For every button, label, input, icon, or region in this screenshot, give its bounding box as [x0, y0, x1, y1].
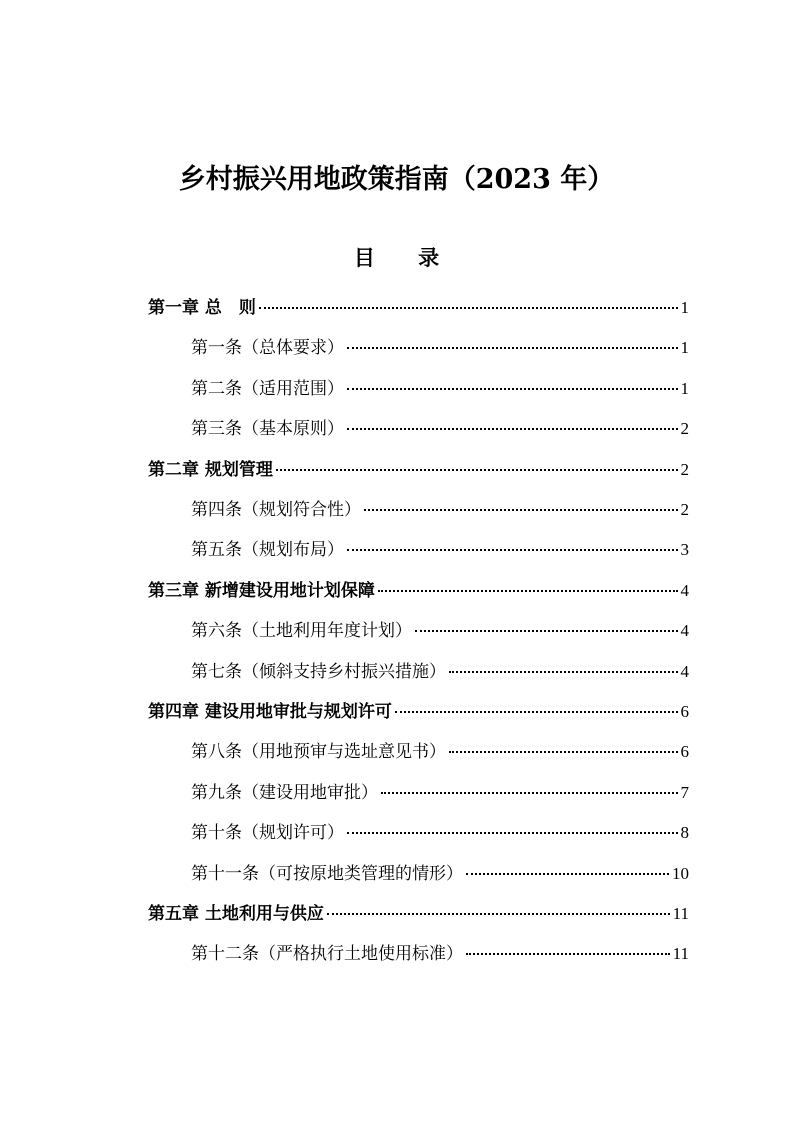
toc-entry-label: 第五章 土地利用与供应 [148, 904, 324, 924]
toc-dot-leader [449, 671, 678, 673]
toc-article-entry[interactable] [191, 859, 689, 889]
toc-article-entry[interactable] [191, 657, 689, 687]
toc-chapter-entry[interactable] [148, 697, 689, 727]
toc-entry-label: 第四条（规划符合性） [191, 500, 361, 520]
toc-entry-label: 第二条（适用范围） [191, 378, 344, 399]
toc-page-number: 4 [680, 661, 689, 681]
toc-dot-leader [449, 751, 678, 753]
toc-entry-label: 第一章 总 则 [148, 298, 256, 318]
toc-article-entry[interactable] [191, 939, 689, 969]
toc-dot-leader [347, 388, 678, 390]
toc-entry-label: 第一条（总体要求） [191, 338, 344, 359]
toc-entry-label: 第八条（用地预审与选址意见书） [191, 742, 446, 763]
toc-dot-leader [276, 469, 678, 471]
toc-entry-label: 第十条（规划许可） [191, 823, 344, 844]
toc-page-number: 8 [680, 823, 689, 843]
toc-chapter-entry[interactable] [148, 293, 689, 323]
toc-page-number: 6 [680, 742, 689, 762]
toc-dot-leader [466, 873, 669, 875]
toc-page-number: 2 [680, 419, 689, 439]
toc-entry-label: 第十二条（严格执行土地使用标准） [191, 944, 463, 965]
toc-dot-leader [347, 347, 678, 349]
toc-article-entry[interactable] [191, 535, 689, 565]
toc-dot-leader [347, 832, 678, 834]
toc-dot-leader [327, 913, 670, 915]
toc-dot-leader [395, 711, 678, 713]
toc-entry-label: 第二章 规划管理 [148, 459, 273, 480]
toc-chapter-entry[interactable] [148, 455, 689, 485]
toc-article-entry[interactable] [191, 495, 689, 525]
toc-entry-label: 第三条（基本原则） [191, 419, 344, 440]
toc-article-entry[interactable] [191, 737, 689, 767]
toc-article-entry[interactable] [191, 616, 689, 646]
toc-dot-leader [415, 630, 678, 632]
toc-chapter-entry[interactable] [148, 576, 689, 606]
toc-dot-leader [364, 509, 678, 511]
toc-chapter-entry[interactable] [148, 899, 689, 929]
toc-page-number: 1 [680, 378, 689, 398]
toc-article-entry[interactable] [191, 778, 689, 808]
toc-entry-label: 第七条（倾斜支持乡村振兴措施） [191, 661, 446, 682]
toc-entry-label: 第四章 建设用地审批与规划许可 [148, 702, 392, 722]
toc-article-entry[interactable] [191, 374, 689, 404]
toc-entry-label: 第三章 新增建设用地计划保障 [148, 580, 375, 601]
toc-dot-leader [347, 549, 678, 551]
toc-heading: 目 录 [353, 245, 458, 270]
toc-dot-leader [466, 953, 670, 955]
toc-article-entry[interactable] [191, 414, 689, 444]
toc-entry-label: 第五条（规划布局） [191, 540, 344, 561]
toc-page-number: 1 [680, 338, 689, 358]
toc-page-number: 2 [680, 459, 689, 479]
toc-page-number: 3 [680, 540, 689, 560]
toc-page-number: 11 [672, 904, 689, 923]
toc-page-number: 2 [680, 500, 689, 519]
toc-entry-label: 第十一条（可按原地类管理的情形） [191, 863, 463, 884]
toc-page-number: 4 [680, 621, 689, 641]
toc-article-entry[interactable] [191, 818, 689, 848]
toc-page-number: 10 [672, 863, 689, 883]
toc-page-number: 6 [680, 702, 689, 721]
toc-page-number: 11 [672, 944, 689, 964]
toc-dot-leader [378, 590, 678, 592]
toc-dot-leader [259, 307, 678, 309]
toc-article-entry[interactable] [191, 333, 689, 363]
toc-dot-leader [381, 792, 678, 794]
toc-page-number: 1 [680, 298, 689, 317]
toc-page-number: 4 [680, 580, 689, 600]
toc-page-number: 7 [680, 782, 689, 802]
toc-dot-leader [347, 428, 678, 430]
toc-entry-label: 第九条（建设用地审批） [191, 782, 378, 803]
document-title: 乡村振兴用地政策指南（2023 年） [178, 164, 615, 195]
toc-entry-label: 第六条（土地利用年度计划） [191, 621, 412, 642]
